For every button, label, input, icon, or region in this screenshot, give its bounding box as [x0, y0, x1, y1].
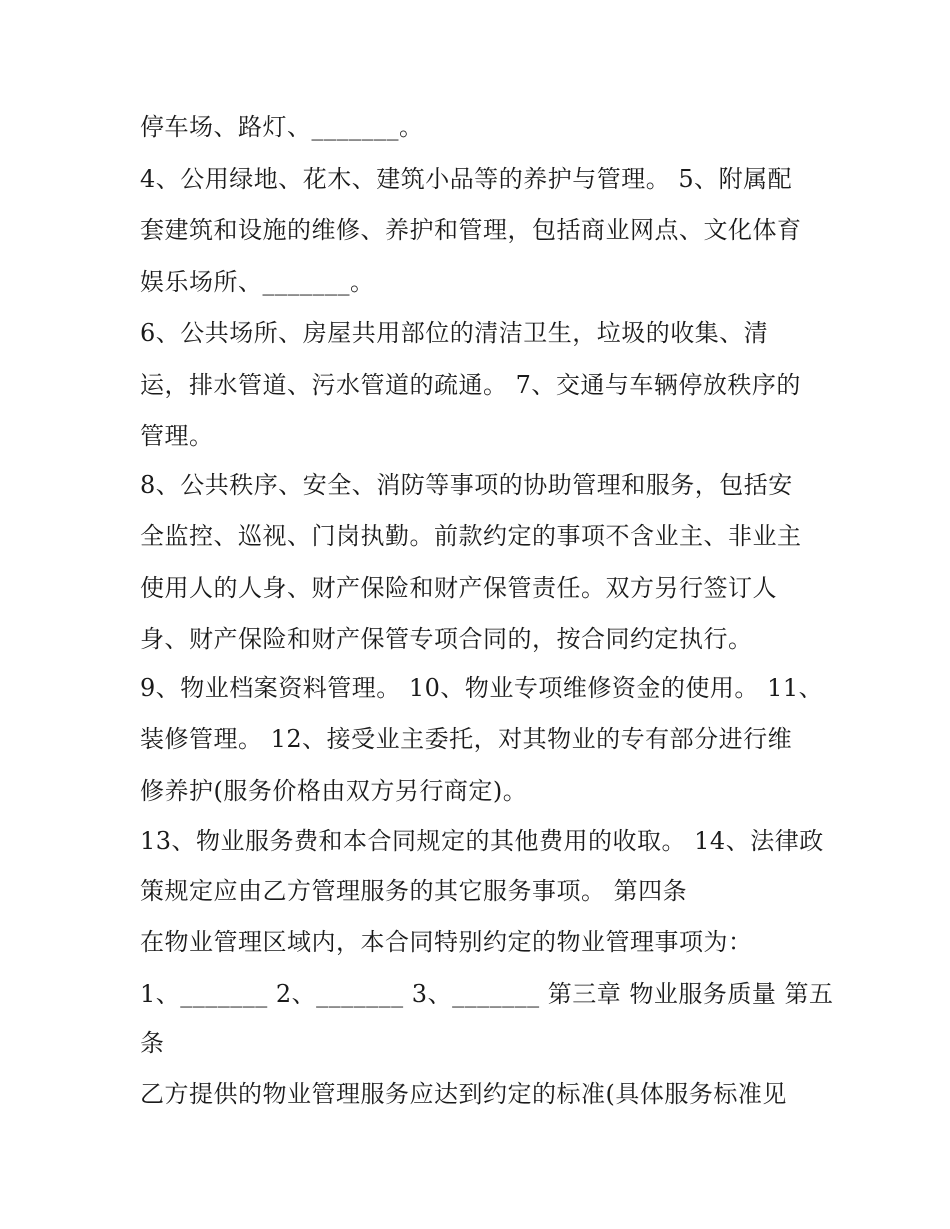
text-line: 1、_______ 2、_______ 3、_______ 第三章 物业服务质量 第五	[140, 980, 834, 1008]
text-line: 娱乐场所、_______。	[140, 268, 375, 296]
text-line: 4、公用绿地、花木、建筑小品等的养护与管理。 5、附属配	[140, 165, 793, 193]
text-line: 管理。	[140, 422, 214, 450]
text-line: 条	[140, 1029, 165, 1057]
text-line: 全监控、巡视、门岗执勤。前款约定的事项不含业主、非业主	[140, 522, 802, 550]
text-line: 停车场、路灯、_______。	[140, 113, 424, 141]
text-line: 修养护(服务价格由双方另行商定)。	[140, 777, 528, 805]
text-line: 运，排水管道、污水管道的疏通。 7、交通与车辆停放秩序的	[140, 371, 801, 399]
text-line: 策规定应由乙方管理服务的其它服务事项。 第四条	[140, 877, 688, 905]
text-line: 9、物业档案资料管理。 10、物业专项维修资金的使用。 11、	[140, 674, 824, 702]
text-line: 在物业管理区域内，本合同特别约定的物业管理事项为：	[140, 928, 753, 956]
text-line: 6、公共场所、房屋共用部位的清洁卫生，垃圾的收集、清	[140, 319, 769, 347]
text-line: 13、物业服务费和本合同规定的其他费用的收取。 14、法律政	[140, 827, 824, 855]
text-line: 乙方提供的物业管理服务应达到约定的标准(具体服务标准见	[140, 1080, 787, 1108]
text-line: 8、公共秩序、安全、消防等事项的协助管理和服务，包括安	[140, 471, 793, 499]
text-line: 套建筑和设施的维修、养护和管理，包括商业网点、文化体育	[140, 216, 802, 244]
text-line: 使用人的人身、财产保险和财产保管责任。双方另行签订人	[140, 574, 777, 602]
text-line: 身、财产保险和财产保管专项合同的，按合同约定执行。	[140, 625, 753, 653]
text-line: 装修管理。 12、接受业主委托，对其物业的专有部分进行维	[140, 725, 793, 753]
